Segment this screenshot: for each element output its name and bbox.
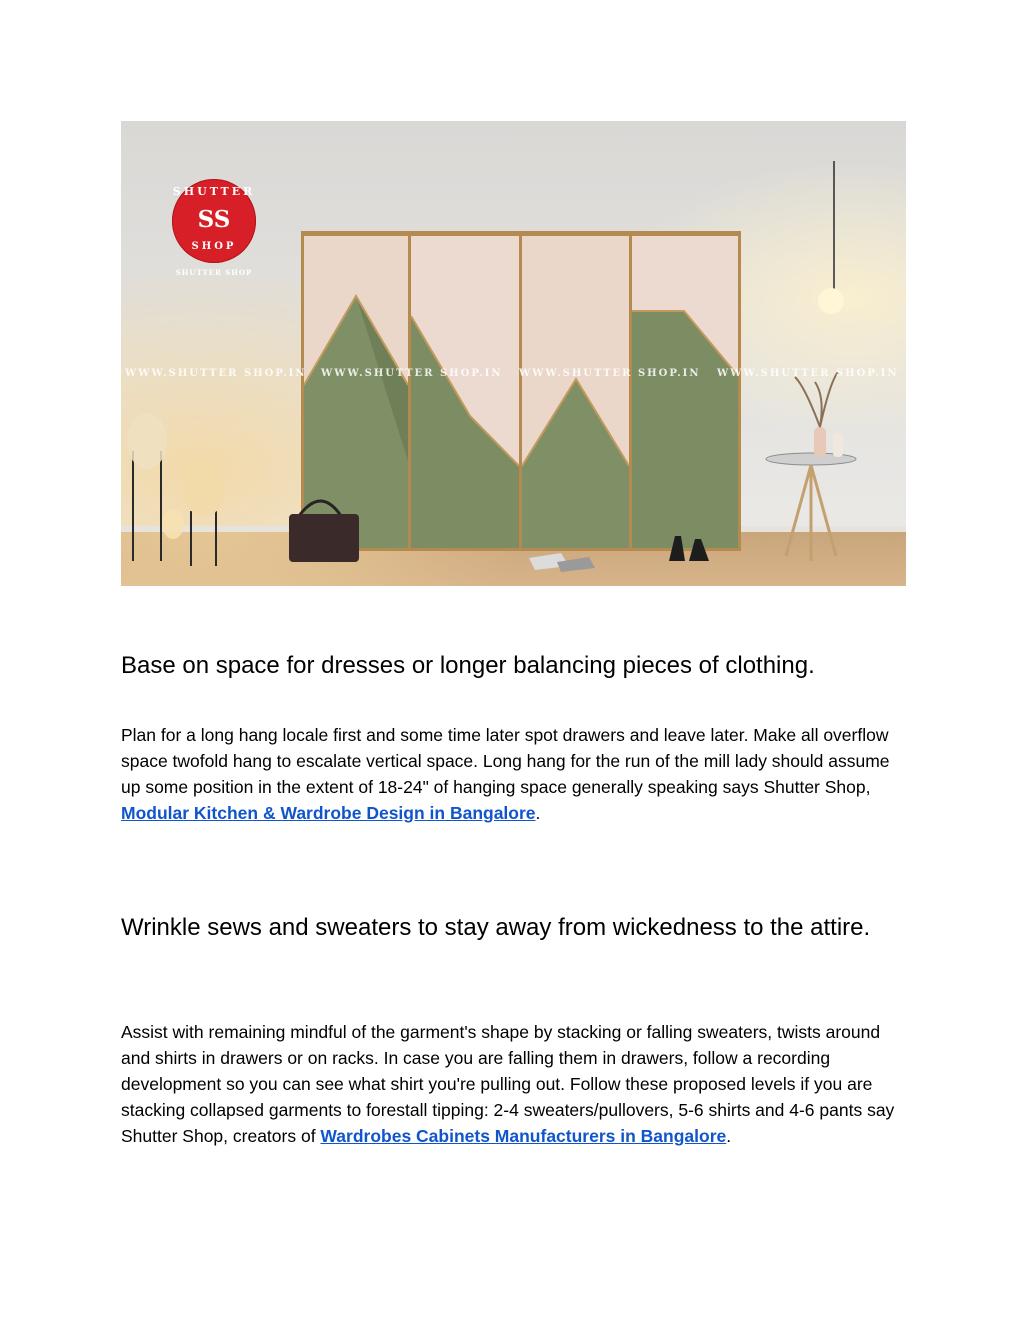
section-paragraph <box>121 722 906 826</box>
wardrobe-door <box>522 236 629 548</box>
paragraph-text: Plan for a long hang locale first and some time later spot drawers and leave later. Make all overflow space twofold hang to escalate vertical space. Long hang for the run of the mill lady should assume up some position in the extent of 18-24" of hanging space generally speaking says Shutter Shop, <box>121 725 890 797</box>
logo-arc-bottom: SHOP <box>191 241 237 252</box>
logo-badge <box>172 179 256 263</box>
wardrobe-door <box>411 236 519 548</box>
watermark-text: WWW.SHUTTER SHOP.IN <box>125 368 307 379</box>
logo-monogram: SS <box>197 206 231 233</box>
wardrobes-manufacturers-link[interactable]: Wardrobes Cabinets Manufacturers in Bangalore <box>320 1126 727 1146</box>
paragraph-tail: . <box>726 1126 732 1146</box>
watermark-text: WWW.SHUTTER SHOP.IN <box>519 368 701 379</box>
logo-arc-top: SHUTTER <box>172 185 256 198</box>
logo-caption: SHUTTER SHOP <box>175 268 253 277</box>
section-heading: Wrinkle sews and sweaters to stay away from wickedness to the attire. <box>121 914 871 941</box>
shutter-shop-logo <box>171 179 257 277</box>
wardrobe <box>301 231 741 551</box>
modular-kitchen-link[interactable]: Modular Kitchen & Wardrobe Design in Bangalore <box>121 803 536 823</box>
paragraph-tail: . <box>535 803 541 823</box>
paragraph-text: Assist with remaining mindful of the garment's shape by stacking or falling sweaters, twists around and shirts in drawers or on racks. In case you are falling them in drawers, follow a recording development so you can see what shirt you're pulling out. Follow these proposed levels if you are stacking collapsed garments to forestall tipping: 2-4 sweaters/pullovers, 5-6 shirts and 4-6 pants say Shutter Shop, creators of <box>121 1022 895 1146</box>
watermark-text: WWW.SHUTTER SHOP.IN <box>321 368 503 379</box>
watermark-text: WWW.SHUTTER SHOP.IN <box>717 368 899 379</box>
section-paragraph <box>121 1019 906 1149</box>
section-heading: Base on space for dresses or longer balancing pieces of clothing. <box>121 652 815 679</box>
wardrobe-door <box>632 236 738 548</box>
wardrobe-photo <box>121 121 906 586</box>
